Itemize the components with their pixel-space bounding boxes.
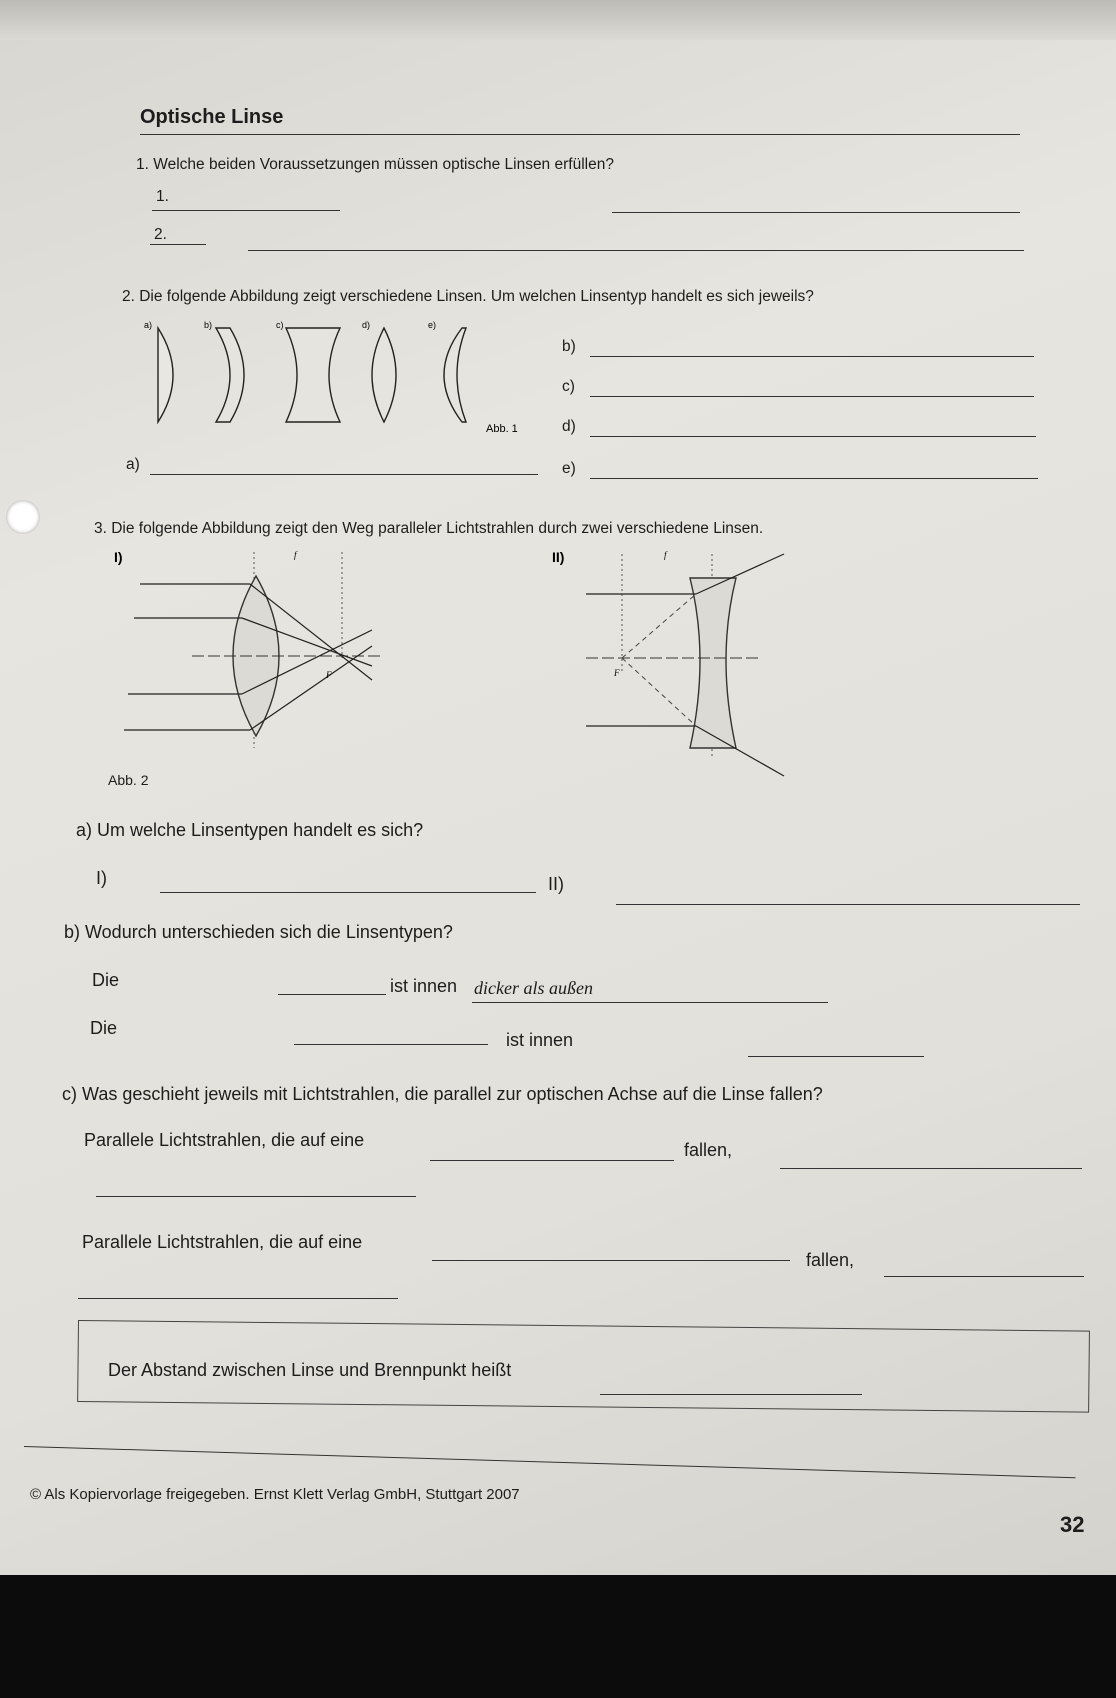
title-underline — [140, 134, 1020, 135]
answer-3c-row1-blank[interactable] — [430, 1160, 674, 1161]
table-background — [0, 1575, 1116, 1698]
lens-a-plano-convex — [158, 328, 173, 422]
question-3c-text: c) Was geschieht jeweils mit Lichtstrahlen, die parallel zur optischen Achse auf die Linse fallen? — [62, 1084, 823, 1104]
answer-3a-II-line[interactable] — [616, 904, 1080, 905]
answer-3c-row2-blank[interactable] — [432, 1260, 790, 1261]
answer-a-line[interactable] — [150, 474, 538, 475]
figure-I-label: I) — [114, 549, 123, 565]
answer-3c-row1-start: Parallele Lichtstrahlen, die auf eine — [84, 1130, 365, 1150]
lens-d-biconvex — [372, 328, 396, 422]
answer-3b-row1-blank[interactable] — [278, 994, 386, 995]
lens-b-label: b) — [204, 320, 213, 330]
answer-e-label: e) — [562, 460, 576, 477]
answer-3c-row2-continuation[interactable] — [78, 1298, 398, 1299]
answer-3b-row2-blank[interactable] — [294, 1044, 488, 1045]
convex-lens-diagram — [110, 548, 410, 768]
lens-d-label: d) — [362, 320, 371, 330]
answer-3c-row1-continuation[interactable] — [96, 1196, 416, 1197]
focal-point-label-I: F — [326, 670, 332, 680]
answer-3b-row1-start: Die — [92, 970, 120, 990]
lens-c-label: c) — [276, 320, 284, 330]
lens-c-biconcave — [286, 328, 340, 422]
answer-1-line-right[interactable] — [612, 212, 1020, 213]
answer-3b-row1-answer-line[interactable] — [472, 1002, 828, 1003]
question-1-text: 1. Welche beiden Voraussetzungen müssen optische Linsen erfüllen? — [136, 156, 614, 173]
definition-box-text: Der Abstand zwischen Linse und Brennpunkt heißt — [108, 1360, 512, 1380]
answer-3b-row2-mid: ist innen — [506, 1030, 574, 1050]
answer-d-line[interactable] — [590, 436, 1036, 437]
answer-c-label: c) — [562, 378, 575, 395]
answer-1-line-left[interactable] — [152, 210, 340, 211]
answer-3a-I-label: I) — [96, 868, 107, 888]
answer-3a-II-label: II) — [548, 874, 564, 894]
page-title: Optische Linse — [140, 106, 284, 128]
answer-3c-row2-mid: fallen, — [806, 1250, 855, 1270]
question-3-text: 3. Die folgende Abbildung zeigt den Weg paralleler Lichtstrahlen durch zwei verschiedene Linsen. — [94, 520, 764, 537]
question-2-text: 2. Die folgende Abbildung zeigt verschiedene Linsen. Um welchen Linsentyp handelt es sich jeweils? — [122, 288, 814, 305]
answer-b-line[interactable] — [590, 356, 1034, 357]
answer-c-line[interactable] — [590, 396, 1034, 397]
lens-a-label: a) — [144, 320, 153, 330]
answer-d-label: d) — [562, 418, 576, 435]
lens-e-label: e) — [428, 320, 437, 330]
figure-II-label: II) — [552, 549, 565, 565]
figure-1-caption: Abb. 1 — [486, 423, 518, 435]
question-3a-text: a) Um welche Linsentypen handelt es sich? — [76, 820, 424, 840]
focal-length-label-II: f — [664, 550, 667, 560]
concave-lens-diagram — [552, 548, 792, 778]
figure-2-caption: Abb. 2 — [108, 772, 149, 788]
page-fold-shadow — [0, 0, 1116, 40]
answer-b-label: b) — [562, 338, 576, 355]
answer-1-number: 1. — [156, 188, 169, 205]
question-3b-text: b) Wodurch unterschieden sich die Linsentypen? — [64, 922, 453, 942]
answer-a-label: a) — [126, 456, 140, 473]
lens-b-meniscus — [216, 328, 244, 422]
biconcave-lens-II — [690, 578, 736, 748]
answer-3c-row1-line[interactable] — [780, 1168, 1082, 1169]
answer-3b-row2-start: Die — [90, 1018, 118, 1038]
answer-3b-row1-handwritten: dicker als außen — [474, 978, 593, 998]
answer-3c-row1-mid: fallen, — [684, 1140, 733, 1160]
answer-2-line[interactable] — [248, 250, 1024, 251]
punch-hole — [6, 500, 40, 534]
lens-e-meniscus — [444, 328, 466, 422]
definition-box-answer-line[interactable] — [600, 1394, 862, 1395]
answer-3c-row2-start: Parallele Lichtstrahlen, die auf eine — [82, 1232, 363, 1252]
focal-point-label-II: F — [614, 668, 620, 678]
footer-copyright: © Als Kopiervorlage freigegeben. Ernst Klett Verlag GmbH, Stuttgart 2007 — [30, 1486, 520, 1503]
focal-length-label-I: f — [294, 550, 297, 560]
answer-3c-row2-line[interactable] — [884, 1276, 1084, 1277]
answer-2-number: 2. — [154, 226, 167, 243]
lens-figure-abb1 — [140, 320, 518, 435]
answer-e-line[interactable] — [590, 478, 1038, 479]
answer-2-line-short[interactable] — [150, 244, 206, 245]
answer-3b-row2-answer-line[interactable] — [748, 1056, 924, 1057]
answer-3b-row1-mid: ist innen — [390, 976, 458, 996]
answer-3a-I-line[interactable] — [160, 892, 536, 893]
page-number: 32 — [1060, 1512, 1085, 1537]
